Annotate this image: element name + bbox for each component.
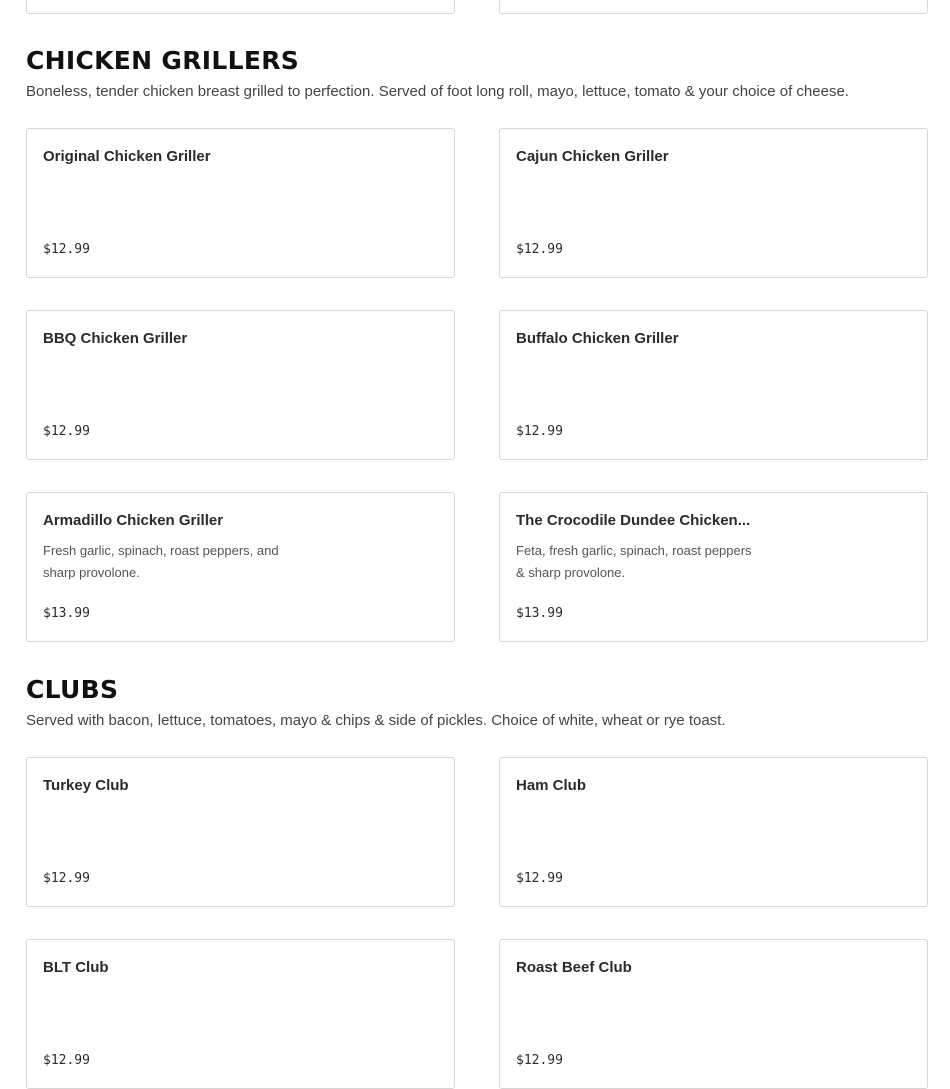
menu-items-grid (26, 757, 928, 1089)
item-description: Fresh garlic, spinach, roast peppers, and sharp provolone. (43, 543, 279, 580)
item-description: Feta, fresh garlic, spinach, roast peppers & sharp provolone. (516, 543, 752, 580)
menu-item-card[interactable] (499, 0, 928, 14)
item-price: $12.99 (516, 424, 563, 439)
section-title: CHICKEN GRILLERS (26, 46, 300, 75)
menu-item-card[interactable] (26, 939, 455, 1089)
item-name: The Crocodile Dundee Chicken... (516, 512, 751, 529)
item-name: Armadillo Chicken Griller (43, 512, 224, 529)
item-name: Turkey Club (43, 777, 129, 794)
menu-item-card[interactable] (26, 0, 455, 14)
menu-item-card[interactable] (26, 492, 455, 642)
item-price: $12.99 (516, 242, 563, 257)
section-title: CLUBS (26, 675, 119, 704)
item-name: Roast Beef Club (516, 959, 632, 976)
item-name: BBQ Chicken Griller (43, 330, 188, 347)
section-description: Served with bacon, lettuce, tomatoes, mayo & chips & side of pickles. Choice of white, wheat or rye toast. (26, 712, 726, 729)
menu-item-card[interactable] (499, 128, 928, 278)
item-price: $12.99 (43, 242, 90, 257)
menu-item-card[interactable] (26, 128, 455, 278)
item-price: $12.99 (516, 1053, 563, 1068)
item-price: $13.99 (43, 606, 90, 621)
menu-item-card[interactable] (499, 310, 928, 460)
item-price: $12.99 (43, 871, 90, 886)
menu-item-card[interactable] (499, 939, 928, 1089)
menu-page (26, 0, 928, 1089)
menu-item-card[interactable] (499, 492, 928, 642)
menu-item-card[interactable] (499, 757, 928, 907)
item-price: $12.99 (516, 871, 563, 886)
menu-section-chicken-grillers (26, 46, 928, 642)
menu-item-card[interactable] (26, 310, 455, 460)
section-description: Boneless, tender chicken breast grilled to perfection. Served of foot long roll, mayo, lettuce, tomato & your choice of cheese. (26, 83, 849, 100)
menu-items-grid (26, 128, 928, 642)
item-price: $13.99 (516, 606, 563, 621)
item-name: Buffalo Chicken Griller (516, 330, 679, 347)
item-name: Cajun Chicken Griller (516, 148, 669, 165)
previous-section-cards (26, 0, 928, 13)
item-price: $12.99 (43, 424, 90, 439)
item-name: Original Chicken Griller (43, 148, 211, 165)
item-price: $12.99 (43, 1053, 90, 1068)
menu-item-card[interactable] (26, 757, 455, 907)
menu-section-clubs (26, 675, 928, 1089)
item-name: Ham Club (516, 777, 587, 794)
item-name: BLT Club (43, 959, 109, 976)
